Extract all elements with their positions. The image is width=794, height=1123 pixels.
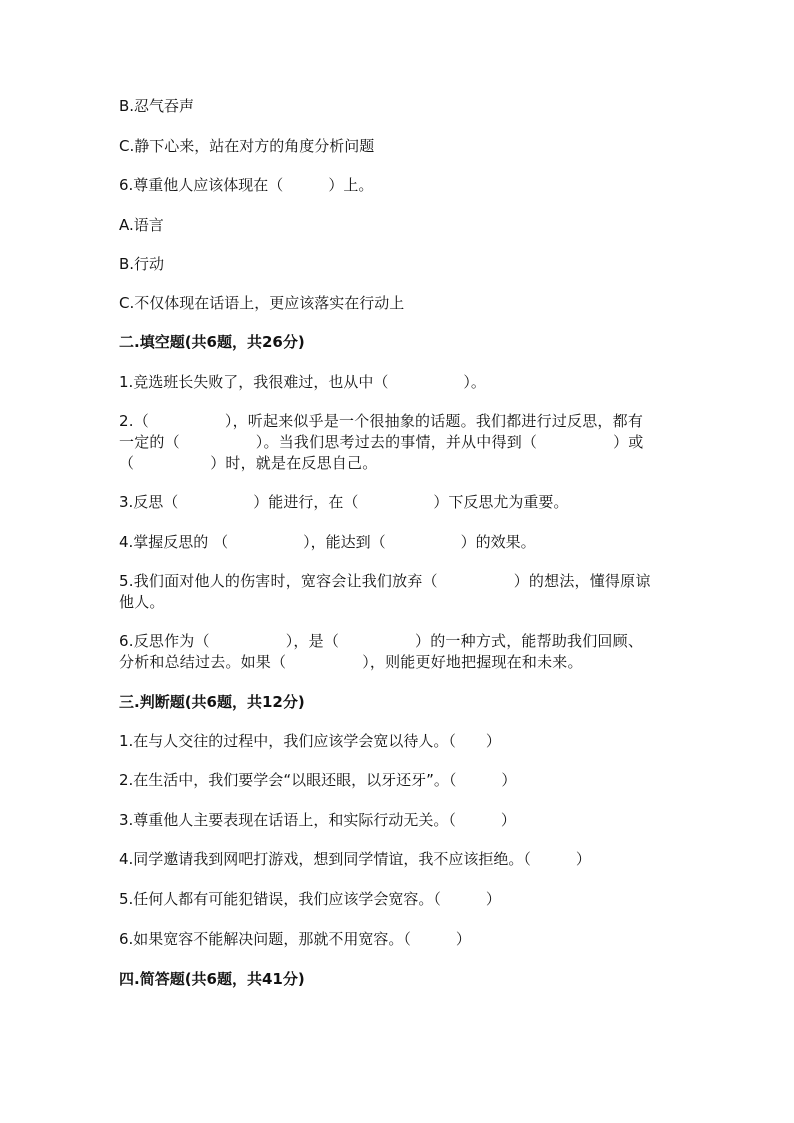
part2-q3: 3.反思（ ）能进行，在（ ）下反思尤为重要。 (119, 493, 569, 511)
part2-q6-line1: 6.反思作为（ ），是（ ）的一种方式，能帮助我们回顾、 (119, 632, 644, 650)
part2-heading: 二.填空题(共6题，共26分) (119, 333, 305, 351)
part2-q2-line3: （ ）时，就是在反思自己。 (119, 454, 378, 472)
part4-heading: 四.简答题(共6题，共41分) (119, 970, 305, 988)
part2-q2 (119, 411, 679, 474)
part2-q4: 4.掌握反思的 （ ），能达到（ ）的效果。 (119, 533, 536, 551)
part1-q5-option-b: B.忍气吞声 (119, 97, 195, 115)
part3-q4: 4.同学邀请我到网吧打游戏，想到同学情谊，我不应该拒绝。（ ） (119, 850, 591, 868)
part2-q6-line2: 分析和总结过去。如果（ ），则能更好地把握现在和未来。 (119, 653, 583, 671)
part1-q6-option-b: B.行动 (119, 255, 165, 273)
part2-q6 (119, 631, 679, 673)
part2-q5-line2: 他人。 (119, 593, 165, 611)
part2-q5-line1: 5.我们面对他人的伤害时，宽容会让我们放弃（ ）的想法，懂得原谅 (119, 572, 651, 590)
part3-q2: 2.在生活中，我们要学会“以眼还眼，以牙还牙”。（ ） (119, 771, 517, 789)
part3-q3: 3.尊重他人主要表现在话语上，和实际行动无关。（ ） (119, 811, 516, 829)
part1-q6-option-a: A.语言 (119, 216, 164, 234)
part2-q2-line1: 2.（ ），听起来似乎是一个很抽象的话题。我们都进行过反思，都有 (119, 412, 644, 430)
part2-q2-line2: 一定的（ ）。当我们思考过去的事情，并从中得到（ ）或 (119, 433, 644, 451)
part1-q5-option-c: C.静下心来，站在对方的角度分析问题 (119, 137, 375, 155)
part3-heading: 三.判断题(共6题，共12分) (119, 693, 305, 711)
part3-q1: 1.在与人交往的过程中，我们应该学会宽以待人。（ ） (119, 732, 501, 750)
part2-q1: 1.竞选班长失败了，我很难过，也从中（ ）。 (119, 373, 486, 391)
part3-q6: 6.如果宽容不能解决问题，那就不用宽容。（ ） (119, 930, 471, 948)
part1-q6-stem: 6.尊重他人应该体现在（ ）上。 (119, 176, 374, 194)
part1-q6-option-c: C.不仅体现在话语上，更应该落实在行动上 (119, 294, 405, 312)
part3-q5: 5.任何人都有可能犯错误，我们应该学会宽容。（ ） (119, 890, 501, 908)
part2-q5 (119, 571, 679, 613)
